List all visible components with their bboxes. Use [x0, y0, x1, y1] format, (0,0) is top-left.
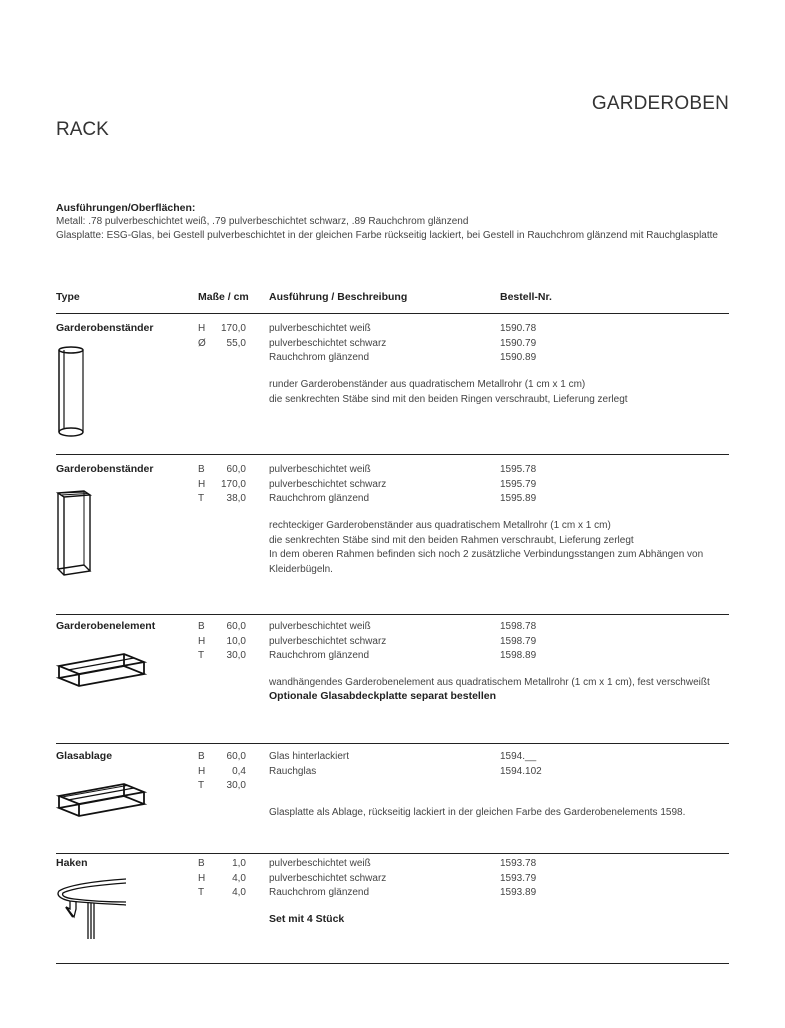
description: [269, 676, 719, 691]
variants: [269, 620, 709, 664]
dimensions: [198, 322, 248, 351]
dim-key: T: [198, 493, 205, 504]
variant-name: Rauchchrom glänzend: [269, 352, 370, 363]
glass-shelf-icon: [56, 776, 146, 822]
description-line: Glasplatte als Ablage, rückseitig lackiert in der gleichen Farbe des Garderobenelements 1598.: [269, 807, 686, 818]
description: [269, 519, 719, 577]
header-description: Ausführung / Beschreibung: [269, 291, 408, 303]
order-number: 1590.78: [500, 323, 537, 334]
category-title: GARDEROBEN: [591, 93, 729, 114]
order-number: 1598.78: [500, 621, 537, 632]
variants: [269, 322, 709, 366]
dim-value: 10,0: [226, 635, 246, 647]
dim-key: Ø: [198, 337, 206, 349]
type-name: Garderobenständer: [56, 463, 154, 475]
description-line: wandhängendes Garderobenelement aus quadratischem Metallrohr (1 cm x 1 cm), fest verschweißt: [269, 677, 710, 688]
type-name: Garderobenständer: [56, 322, 154, 334]
finishes-metal: Metall: .78 pulverbeschichtet weiß, .79 pulverbeschichtet schwarz, .89 Rauchchrom glänzend: [56, 216, 469, 227]
description: [269, 806, 719, 821]
type-name: Glasablage: [56, 750, 113, 762]
description-line: Kleiderbügeln.: [269, 563, 333, 575]
order-number: 1590.79: [500, 337, 537, 349]
description-line: In dem oberen Rahmen befinden sich noch 2 zusätzliche Verbindungsstangen zum Abhängen von: [269, 549, 704, 560]
description: [269, 378, 719, 407]
order-number: 1598.89: [500, 650, 537, 661]
variant-name: Rauchglas: [269, 765, 317, 777]
order-number: 1594.102: [500, 765, 542, 777]
dim-key: H: [198, 478, 206, 490]
divider: [56, 743, 729, 744]
description-line: die senkrechten Stäbe sind mit den beiden Rahmen verschraubt, Lieferung zerlegt: [269, 534, 634, 546]
finishes-section: [56, 201, 756, 243]
variant-name: Glas hinterlackiert: [269, 751, 350, 762]
order-number: 1598.79: [500, 635, 537, 647]
dim-value: 60,0: [226, 464, 246, 475]
order-number: 1595.89: [500, 493, 537, 504]
dim-key: H: [198, 635, 206, 647]
variant-name: Rauchchrom glänzend: [269, 887, 370, 898]
dimensions: [198, 857, 248, 901]
dim-key: B: [198, 751, 205, 762]
divider: [56, 853, 729, 854]
dim-key: B: [198, 621, 205, 632]
variants: [269, 463, 709, 507]
description-line: runder Garderobenständer aus quadratischem Metallrohr (1 cm x 1 cm): [269, 379, 586, 390]
round-coat-stand-icon: [56, 346, 86, 442]
variant-name: pulverbeschichtet weiß: [269, 621, 371, 632]
dim-key: H: [198, 323, 206, 334]
variants: [269, 857, 709, 901]
dim-key: T: [198, 887, 205, 898]
dim-key: B: [198, 858, 205, 869]
finishes-heading: Ausführungen/Oberflächen:: [56, 202, 196, 214]
finishes-glass: Glasplatte: ESG-Glas, bei Gestell pulverbeschichtet in der gleichen Farbe rückseitig lackiert, bei Gestell in Rauchchrom glänzend mit Rauchglasplatte: [56, 230, 718, 241]
dim-value: 170,0: [220, 323, 246, 334]
variant-name: pulverbeschichtet schwarz: [269, 635, 387, 647]
divider: [56, 963, 729, 964]
dim-value: 55,0: [226, 337, 246, 349]
note: Optionale Glasabdeckplatte separat bestellen: [269, 690, 496, 702]
variant-name: pulverbeschichtet weiß: [269, 464, 371, 475]
header-dimensions: Maße / cm: [198, 291, 249, 303]
header-type: Type: [56, 291, 80, 303]
variant-name: pulverbeschichtet schwarz: [269, 337, 387, 349]
type-name: Garderobenelement: [56, 620, 156, 632]
order-number: 1595.79: [500, 478, 537, 490]
dim-value: 30,0: [226, 780, 246, 791]
order-number: 1593.89: [500, 887, 537, 898]
dim-value: 60,0: [226, 621, 246, 632]
order-number: 1593.79: [500, 872, 537, 884]
divider: [56, 313, 729, 314]
dim-key: H: [198, 765, 206, 777]
dim-value: 1,0: [232, 858, 246, 869]
rectangular-coat-stand-icon: [56, 487, 92, 583]
variant-name: pulverbeschichtet schwarz: [269, 478, 387, 490]
divider: [56, 614, 729, 615]
description-line: die senkrechten Stäbe sind mit den beiden Ringen verschraubt, Lieferung zerlegt: [269, 393, 628, 405]
note: Set mit 4 Stück: [269, 913, 345, 925]
order-number: 1590.89: [500, 352, 537, 363]
divider: [56, 454, 729, 455]
dimensions: [198, 750, 248, 794]
order-number: 1593.78: [500, 858, 537, 869]
dim-value: 0,4: [232, 765, 246, 777]
dim-value: 60,0: [226, 751, 246, 762]
dim-key: B: [198, 464, 205, 475]
variant-name: Rauchchrom glänzend: [269, 493, 370, 504]
order-number: 1594.__: [500, 751, 537, 762]
header-order-no: Bestell-Nr.: [500, 291, 552, 303]
dim-value: 30,0: [226, 650, 246, 661]
dimensions: [198, 620, 248, 664]
dim-value: 170,0: [220, 478, 246, 490]
variants: [269, 750, 709, 779]
dim-key: T: [198, 780, 205, 791]
dimensions: [198, 463, 248, 507]
order-number: 1595.78: [500, 464, 537, 475]
variant-name: Rauchchrom glänzend: [269, 650, 370, 661]
product-line-title: RACK: [56, 119, 109, 140]
variant-name: pulverbeschichtet weiß: [269, 323, 371, 334]
dim-value: 4,0: [232, 887, 246, 898]
wall-coat-element-icon: [56, 646, 146, 692]
dim-key: T: [198, 650, 205, 661]
variant-name: pulverbeschichtet weiß: [269, 858, 371, 869]
dim-value: 4,0: [232, 872, 246, 884]
description-line: rechteckiger Garderobenständer aus quadratischem Metallrohr (1 cm x 1 cm): [269, 520, 611, 531]
dim-key: H: [198, 872, 206, 884]
hook-icon: [56, 875, 131, 943]
dim-value: 38,0: [226, 493, 246, 504]
type-name: Haken: [56, 857, 88, 869]
variant-name: pulverbeschichtet schwarz: [269, 872, 387, 884]
